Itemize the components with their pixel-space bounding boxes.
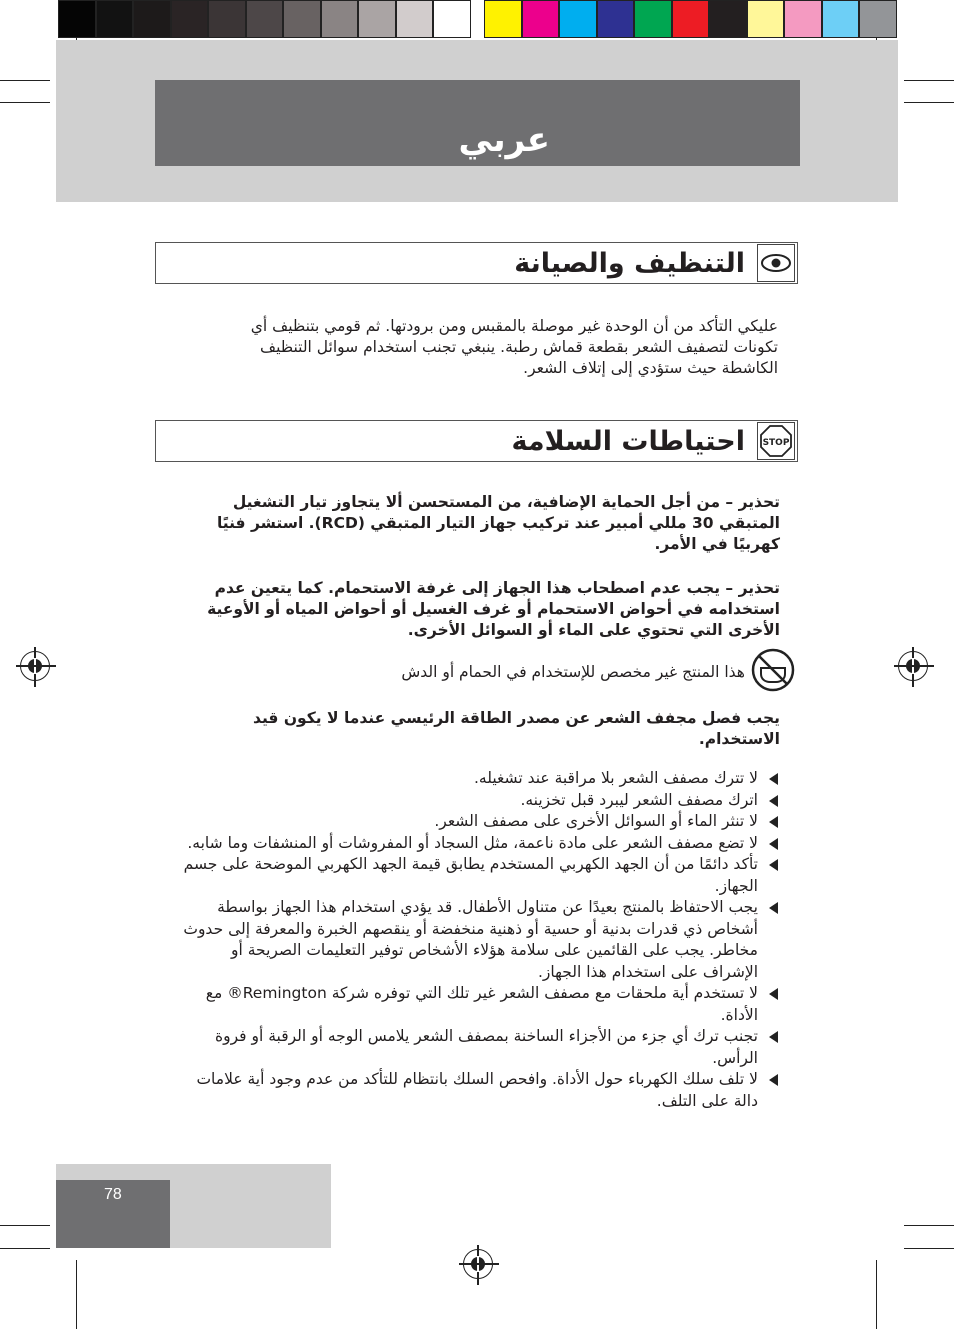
bullet-arrow-icon [769, 988, 778, 1000]
list-item [180, 790, 780, 812]
list-item [180, 833, 780, 855]
color-swatch [96, 0, 134, 38]
crop-mark [0, 80, 50, 81]
crop-mark [76, 1260, 77, 1329]
bullet-arrow-icon [769, 859, 778, 871]
section-header-safety [155, 420, 798, 462]
stop-sign-icon [757, 422, 795, 460]
bullet-arrow-icon [769, 795, 778, 807]
list-item [180, 983, 780, 1026]
color-swatch [709, 0, 747, 38]
color-swatch [433, 0, 471, 38]
color-swatch [859, 0, 897, 38]
color-swatch [321, 0, 359, 38]
crop-mark [904, 1248, 954, 1249]
crop-mark [904, 80, 954, 81]
list-item-text: تأكد دائمًا من أن الجهد الكهربي المستخدم يطابق قيمة الجهد الكهربي الموضحة على جسم الجهاز. [183, 855, 758, 895]
color-swatch [58, 0, 96, 38]
bullet-arrow-icon [769, 838, 778, 850]
list-item-text: يجب الاحتفاظ بالمنتج بعيدًا عن متناول الأطفال. قد يؤدي استخدام هذا الجهاز بواسطة أشخاص ذي قدرات بدنية أو حسية أو ذهنية منخفضة أو ينقصهم الخبرة والمعرفة إلى حدوث مخاطر. يجب على القائمين على سلامة هؤلاء الأشخاص توفير التعليمات الصريحة أو الإشراف على استخدام هذا الجهاز. [183, 898, 758, 981]
bullet-arrow-icon [769, 1031, 778, 1043]
svg-text:STOP: STOP [762, 438, 790, 448]
registration-mark [20, 651, 50, 681]
list-item [180, 811, 780, 833]
eye-icon [757, 244, 795, 282]
color-swatch [246, 0, 284, 38]
bullet-arrow-icon [769, 773, 778, 785]
unplug-instruction: يجب فصل مجفف الشعر عن مصدر الطاقة الرئيسي عندما لا يكون قيد الاستخدام. [253, 709, 780, 748]
color-swatch [283, 0, 321, 38]
color-swatch [822, 0, 860, 38]
warning-rcd: تحذير – من أجل الحماية الإضافية، من المستحسن ألا يتجاوز تيار التشغيل المتبقي 30 مللي أمبير عند تركيب جهاز التيار المتبقي (RCD). استشر فنيًا كهربيًا في الأمر. [216, 493, 780, 553]
bath-note: هذا المنتج غير مخصص للإستخدام في الحمام أو الدش [401, 663, 745, 681]
list-item-text: لا تترك مصفف الشعر بلا مراقبة عند تشغيله. [473, 769, 758, 787]
color-swatch [396, 0, 434, 38]
color-swatch [559, 0, 597, 38]
no-bath-icon [748, 648, 798, 692]
list-item [180, 768, 780, 790]
list-item-text: لا تنثر الماء أو السوائل الأخرى على مصفف الشعر. [434, 812, 758, 830]
color-swatch [522, 0, 560, 38]
safety-bullet-list [180, 768, 780, 1112]
color-swatch [171, 0, 209, 38]
crop-mark [876, 1260, 877, 1329]
list-item-text: اترك مصفف الشعر ليبرد قبل تخزينه. [520, 790, 758, 809]
bullet-arrow-icon [769, 902, 778, 914]
crop-mark [0, 1225, 50, 1226]
list-item-text: تجنب ترك أي جزء من الأجزاء الساخنة بمصفف الشعر يلامس الوجه أو الرقبة أو فروة الرأس. [215, 1027, 758, 1067]
section-header-cleaning [155, 242, 798, 284]
crop-mark [904, 1225, 954, 1226]
color-swatch [358, 0, 396, 38]
list-item-text: لا تستخدم أية ملحقات مع مصفف الشعر غير تلك التي توفره شركة Remington® مع الأداة. [205, 984, 758, 1024]
list-item [180, 854, 780, 897]
color-swatch [784, 0, 822, 38]
crop-mark [0, 1248, 50, 1249]
bullet-arrow-icon [769, 816, 778, 828]
language-title: عربي [458, 120, 550, 160]
color-swatch [597, 0, 635, 38]
page-number: 78 [104, 1186, 122, 1203]
registration-mark [898, 651, 928, 681]
list-item-text: لا تلف سلك الكهرباء حول الأداة. وافحص السلك بانتظام للتأكد من عدم وجود أية علامات دالة على التلف. [196, 1070, 758, 1110]
list-item [180, 897, 780, 983]
color-swatch [208, 0, 246, 38]
color-swatch [747, 0, 785, 38]
color-swatch [672, 0, 710, 38]
section-title: احتياطات السلامة [511, 426, 745, 457]
color-swatch [484, 0, 522, 38]
crop-mark [904, 102, 954, 103]
crop-mark [0, 102, 50, 103]
bullet-arrow-icon [769, 1074, 778, 1086]
list-item-text: لا تضع مصفف الشعر على مادة ناعمة، مثل السجاد أو المفروشات أو المنشفات وما شابه. [187, 833, 758, 852]
list-item [180, 1026, 780, 1069]
color-swatch [133, 0, 171, 38]
warning-bath: تحذير – يجب عدم اصطحاب هذا الجهاز إلى غرفة الاستحمام. كما يتعين عدم استخدامه في أحواض الاستحمام أو غرف الغسيل أو أحواض المياه أو الأوعية الأخرى التي تحتوي على الماء أو السوائل الأخرى. [207, 579, 780, 639]
registration-mark [463, 1249, 493, 1279]
section-title: التنظيف والصيانة [514, 248, 745, 279]
color-swatch [634, 0, 672, 38]
list-item [180, 1069, 780, 1112]
cleaning-paragraph: عليكي التأكد من أن الوحدة غير موصلة بالمقبس ومن برودتها. ثم قومي بتنظيف أي تكونات لتصفيف الشعر بقطعة قماش رطبة. ينبغي تجنب استخدام سوائل التنظيف الكاشطة حيث ستؤدي إلى إتلاف الشعر. [250, 317, 778, 377]
